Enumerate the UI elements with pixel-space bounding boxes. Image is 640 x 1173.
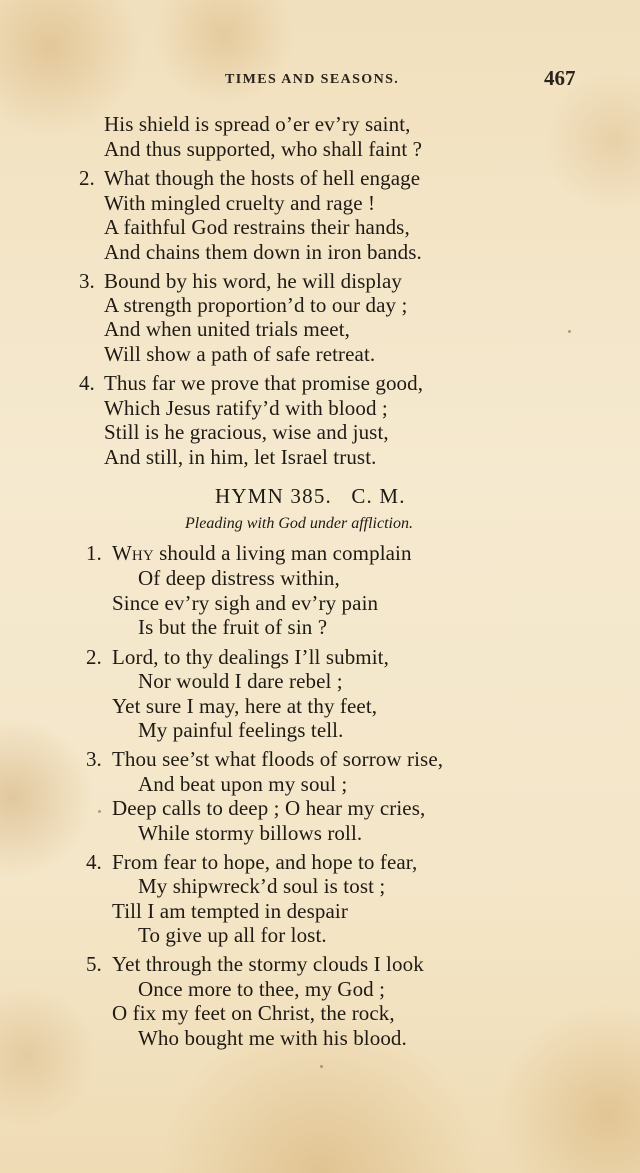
stanza-number: 4. [79,371,95,395]
verse-line: Which Jesus ratify’d with blood ; [104,396,388,420]
verse-line: Till I am tempted in despair [112,899,348,923]
stanza-number: 2. [79,166,95,190]
verse-line: And when united trials meet, [104,317,350,341]
verse-line: A strength proportion’d to our day ; [104,293,408,317]
verse-line: And chains them down in iron bands. [104,240,422,264]
verse-line: Thou see’st what floods of sorrow rise, [112,747,444,771]
drop-word: Why [112,541,154,565]
verse-line: While stormy billows roll. [138,821,363,845]
verse-line: My shipwreck’d soul is tost ; [138,874,386,898]
verse-line: And beat upon my soul ; [138,772,348,796]
verse-line: And thus supported, who shall faint ? [104,137,423,161]
verse-line: Once more to thee, my God ; [138,977,386,1001]
verse-line-rest: should a living man complain [153,541,412,565]
verse-line: Will show a path of safe retreat. [104,342,376,366]
hymn-subtitle: Pleading with God under affliction. [185,515,413,532]
stanza-number: 1. [86,541,102,565]
verse-line: Yet through the stormy clouds I look [112,952,424,976]
page-number: 467 [544,66,576,90]
foxing-speck [568,330,571,333]
stanza-number: 2. [86,645,102,669]
verse-line: Since ev’ry sigh and ev’ry pain [112,591,379,615]
foxing-speck [98,810,101,813]
verse-line: Who bought me with his blood. [138,1026,407,1050]
verse-line: Nor would I dare rebel ; [138,669,343,693]
stanza-number: 3. [79,269,95,293]
verse-line: His shield is spread o’er ev’ry saint, [104,112,411,136]
stanza-number: 3. [86,747,102,771]
verse-line: Bound by his word, he will display [104,269,402,293]
verse-line: Is but the fruit of sin ? [138,615,328,639]
verse-line: Still is he gracious, wise and just, [104,420,389,444]
verse-line: Thus far we prove that promise good, [104,371,424,395]
verse-line: To give up all for lost. [138,923,327,947]
verse-line: Deep calls to deep ; O hear my cries, [112,796,426,820]
verse-line: Yet sure I may, here at thy feet, [112,694,378,718]
verse-line: With mingled cruelty and rage ! [104,191,376,215]
verse-line: Of deep distress within, [138,566,340,590]
verse-line: A faithful God restrains their hands, [104,215,410,239]
verse-line: What though the hosts of hell engage [104,166,421,190]
verse-line: O fix my feet on Christ, the rock, [112,1001,395,1025]
verse-line-first [112,541,412,565]
running-head: TIMES AND SEASONS. [225,72,400,87]
stanza-number: 5. [86,952,102,976]
verse-line: My painful feelings tell. [138,718,344,742]
hymn-title: HYMN 385. C. M. [215,484,406,508]
verse-line: From fear to hope, and hope to fear, [112,850,418,874]
verse-line: And still, in him, let Israel trust. [104,445,377,469]
foxing-speck [320,1065,323,1068]
verse-line: Lord, to thy dealings I’ll submit, [112,645,389,669]
stanza-number: 4. [86,850,102,874]
